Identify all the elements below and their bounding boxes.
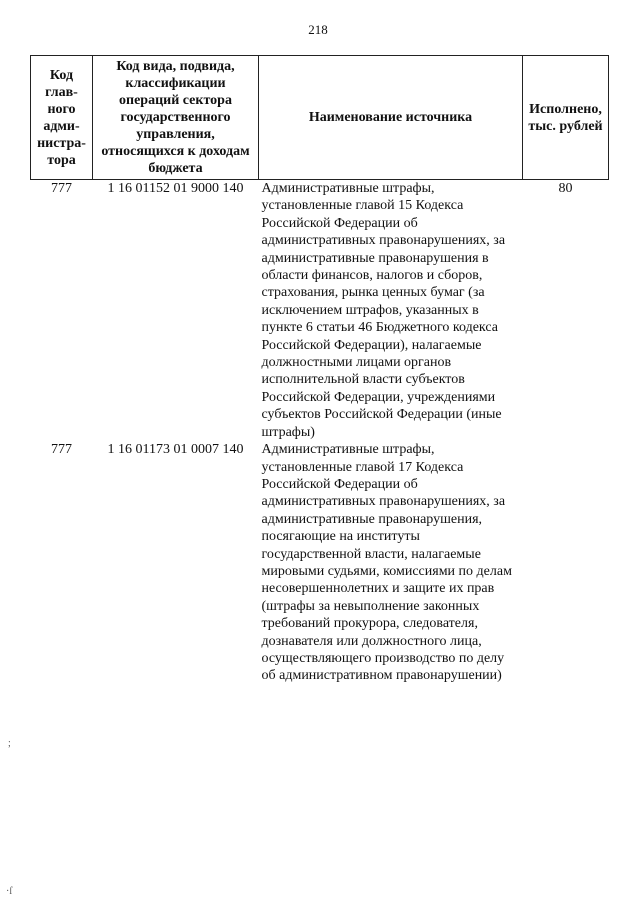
table-header-row (31, 56, 609, 180)
row-source-name: Административные штрафы, установленные главой 15 Кодекса Российской Федерации об административных правонарушениях, за административные правонарушения в области финансов, налогов и сборов, страхования, рынка ценных бумаг (за исключением штрафов, указанных в пункте 6 статьи 46 Бюджетного кодекса Российской Федерации), налагаемые должностными лицами органов исполнительной власти субъектов Российской Федерации, учреждениями субъектов Российской Федерации (иные штрафы) (261, 181, 506, 440)
row-admin-code: 777 (51, 181, 72, 196)
page-number: 218 (308, 22, 328, 37)
header-classification-code: Код вида, подвида, классификации операций сектора государственного управления, относящихся к доходам бюджета (93, 56, 259, 180)
row-amount: 80 (558, 181, 573, 196)
row-source-name: Административные штрафы, установленные главой 17 Кодекса Российской Федерации об административных правонарушениях, за административные правонарушения, посягающие на институты государственной власти, налагаемые мировыми судьями, комиссиями по делам несовершеннолетних и защите их прав (штрафы за невыполнение законных требований прокурора, следователя, дознавателя или должностного лица, осуществляющего производство по делу об административном правонарушении) (261, 442, 512, 684)
table-row (31, 441, 609, 685)
scan-artifact-mark: ; (8, 738, 11, 749)
row-classification-code: 1 16 01173 01 0007 140 (107, 442, 244, 458)
revenue-sources-table (30, 55, 609, 685)
header-source-name: Наименование источника (259, 56, 523, 180)
header-amount: Исполнено, тыс. рублей (523, 56, 609, 180)
row-amount (523, 441, 609, 685)
scan-artifact-mark: ·ſ (6, 886, 13, 897)
table-row (31, 180, 609, 442)
row-classification-code: 1 16 01152 01 9000 140 (107, 181, 244, 196)
row-admin-code: 777 (51, 442, 72, 458)
header-admin-code: Код глав-ного адми-нистра-тора (31, 56, 93, 180)
